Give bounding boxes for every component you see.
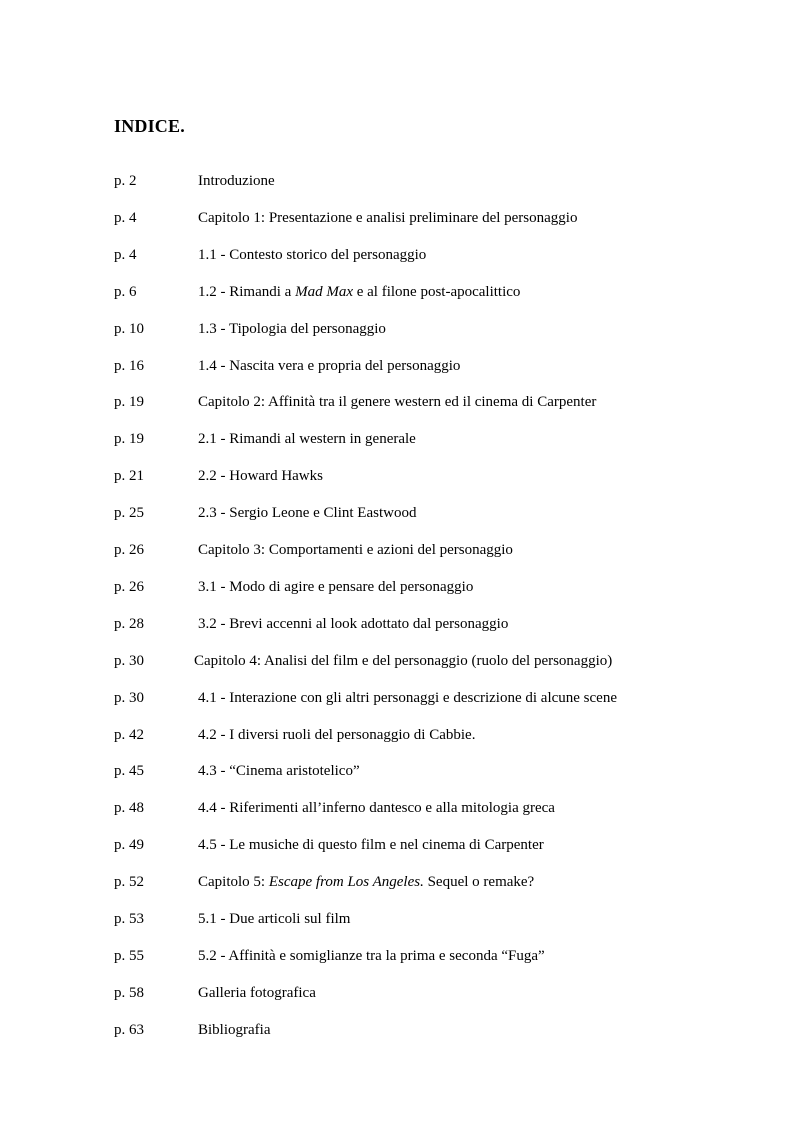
toc-entry — [0, 834, 793, 856]
toc-entry-text: 4.2 - I diversi ruoli del personaggio di Cabbie. — [198, 726, 476, 743]
toc-page-number: p. 55 — [114, 947, 144, 964]
toc-entry-title — [198, 318, 386, 340]
toc-entry-title — [198, 834, 544, 856]
toc-entry-title — [198, 797, 555, 819]
page-title: INDICE. — [114, 116, 185, 136]
toc-entry-text: 1.2 - Rimandi a — [198, 283, 296, 300]
toc-entry-text: 1.3 - Tipologia del personaggio — [198, 320, 386, 337]
toc-entry-text: e al filone post-apocalittico — [352, 283, 521, 300]
toc-page-number: p. 19 — [114, 394, 144, 411]
toc-entry-text: Capitolo 3: Comportamenti e azioni del personaggio — [198, 542, 513, 558]
toc-entry — [0, 724, 793, 746]
toc-page-number: p. 30 — [114, 689, 144, 706]
toc-entry-title — [198, 871, 534, 893]
toc-entry — [0, 871, 793, 893]
toc-entry — [0, 945, 793, 967]
toc-page-number: p. 53 — [114, 911, 144, 927]
toc-entry-title — [198, 687, 617, 709]
toc-page-number: p. 19 — [114, 431, 144, 448]
toc-page-number: p. 16 — [114, 357, 144, 374]
toc-entry-title — [198, 465, 323, 487]
toc-entry — [0, 908, 793, 930]
toc-entry — [0, 170, 793, 192]
toc-entry — [0, 502, 793, 524]
toc-page-number: p. 25 — [114, 505, 144, 522]
toc-entry — [0, 687, 793, 709]
toc-entry-text: Bibliografia — [198, 1021, 271, 1038]
toc-entry — [0, 797, 793, 819]
toc-page-number: p. 2 — [114, 173, 137, 189]
toc-page-number: p. 26 — [114, 542, 144, 558]
toc-entry — [0, 1019, 793, 1041]
toc-entry-title — [198, 539, 513, 561]
toc-entry — [0, 355, 793, 377]
toc-page-number: p. 49 — [114, 837, 144, 854]
toc-entry-title — [198, 945, 545, 967]
toc-entry — [0, 244, 793, 266]
toc-page-number: p. 48 — [114, 800, 144, 817]
toc-entry — [0, 465, 793, 487]
toc-page-number: p. 6 — [114, 283, 137, 300]
toc-entry — [0, 982, 793, 1004]
toc-entry-title — [194, 650, 612, 672]
toc-entry-text: 4.1 - Interazione con gli altri personaggi e descrizione di alcune scene — [198, 689, 617, 706]
toc-entry-text: Capitolo 4: Analisi del film e del personaggio (ruolo del personaggio) — [194, 652, 613, 669]
toc-entry-title — [198, 760, 360, 782]
toc-entry — [0, 391, 793, 413]
toc-entry — [0, 539, 793, 561]
toc-entry-title — [198, 207, 577, 229]
toc-entry-text: Galleria fotografica — [198, 984, 316, 1001]
toc-entry-text: 3.2 - Brevi accenni al look adottato dal personaggio — [198, 615, 509, 632]
toc-entry-italic-text: Mad Max — [295, 283, 353, 300]
toc-page-number: p. 4 — [114, 209, 137, 226]
toc-entry-text: 4.3 - “Cinema aristotelico” — [198, 763, 360, 780]
toc-entry-text: 3.1 - Modo di agire e pensare del personaggio — [198, 578, 474, 595]
toc-entry-text: 5.2 - Affinità e somiglianze tra la prima e seconda “Fuga” — [198, 947, 545, 964]
toc-page-number: p. 21 — [114, 468, 144, 485]
toc-entry — [0, 207, 793, 229]
toc-page-number: p. 26 — [114, 578, 144, 595]
toc-entry-title — [198, 576, 473, 598]
toc-entry-title — [198, 391, 596, 413]
toc-entry — [0, 760, 793, 782]
toc-page-number: p. 52 — [114, 874, 144, 891]
toc-entry-title — [198, 244, 426, 266]
toc-entry-text: Capitolo 2: Affinità tra il genere western ed il cinema di Carpenter — [198, 394, 597, 411]
toc-entry-title — [198, 1019, 270, 1041]
toc-entry — [0, 613, 793, 635]
toc-page-number: p. 63 — [114, 1021, 144, 1038]
toc-entry — [0, 281, 793, 303]
toc-entry — [0, 576, 793, 598]
toc-entry-text: 1.4 - Nascita vera e propria del personaggio — [198, 357, 461, 374]
toc-entry-text: 2.1 - Rimandi al western in generale — [198, 431, 416, 448]
toc-page-number: p. 58 — [114, 984, 144, 1001]
toc-entry-title — [198, 724, 475, 746]
toc-entry-title — [198, 355, 460, 377]
toc-entry-text: 4.4 - Riferimenti all’inferno dantesco e alla mitologia greca — [198, 800, 555, 817]
toc-entry-text: Capitolo 1: Presentazione e analisi preliminare del personaggio — [198, 209, 578, 226]
toc-entry-text: 2.3 - Sergio Leone e Clint Eastwood — [198, 505, 417, 522]
toc-entry-title — [198, 428, 416, 450]
toc-page-number: p. 45 — [114, 763, 144, 780]
toc-page-number: p. 42 — [114, 726, 144, 743]
toc-entry-italic-text: Escape from Los Angeles. — [268, 874, 424, 891]
toc-entry-title — [198, 613, 508, 635]
toc-entry-text: 2.2 - Howard Hawks — [198, 468, 323, 485]
toc-entry-text: 5.1 - Due articoli sul film — [198, 911, 351, 927]
toc-entry-text: Capitolo 5: — [198, 874, 269, 891]
toc-page-number: p. 30 — [114, 652, 144, 669]
toc-entry-text: Introduzione — [198, 173, 275, 189]
toc-entry-text: 4.5 - Le musiche di questo film e nel cinema di Carpenter — [198, 837, 544, 854]
toc-page-number: p. 28 — [114, 615, 144, 632]
toc-entry-text: Sequel o remake? — [423, 874, 535, 891]
toc-entry-title — [198, 170, 275, 192]
toc-entry-text: 1.1 - Contesto storico del personaggio — [198, 246, 427, 263]
toc-entry — [0, 650, 793, 672]
toc-entry-title — [198, 908, 350, 930]
toc-entry-title — [198, 982, 316, 1004]
toc-page-number: p. 10 — [114, 320, 144, 337]
toc-page-number: p. 4 — [114, 246, 137, 263]
toc-entry-title — [198, 281, 520, 303]
toc-entry — [0, 318, 793, 340]
toc-entry — [0, 428, 793, 450]
toc-entry-title — [198, 502, 416, 524]
